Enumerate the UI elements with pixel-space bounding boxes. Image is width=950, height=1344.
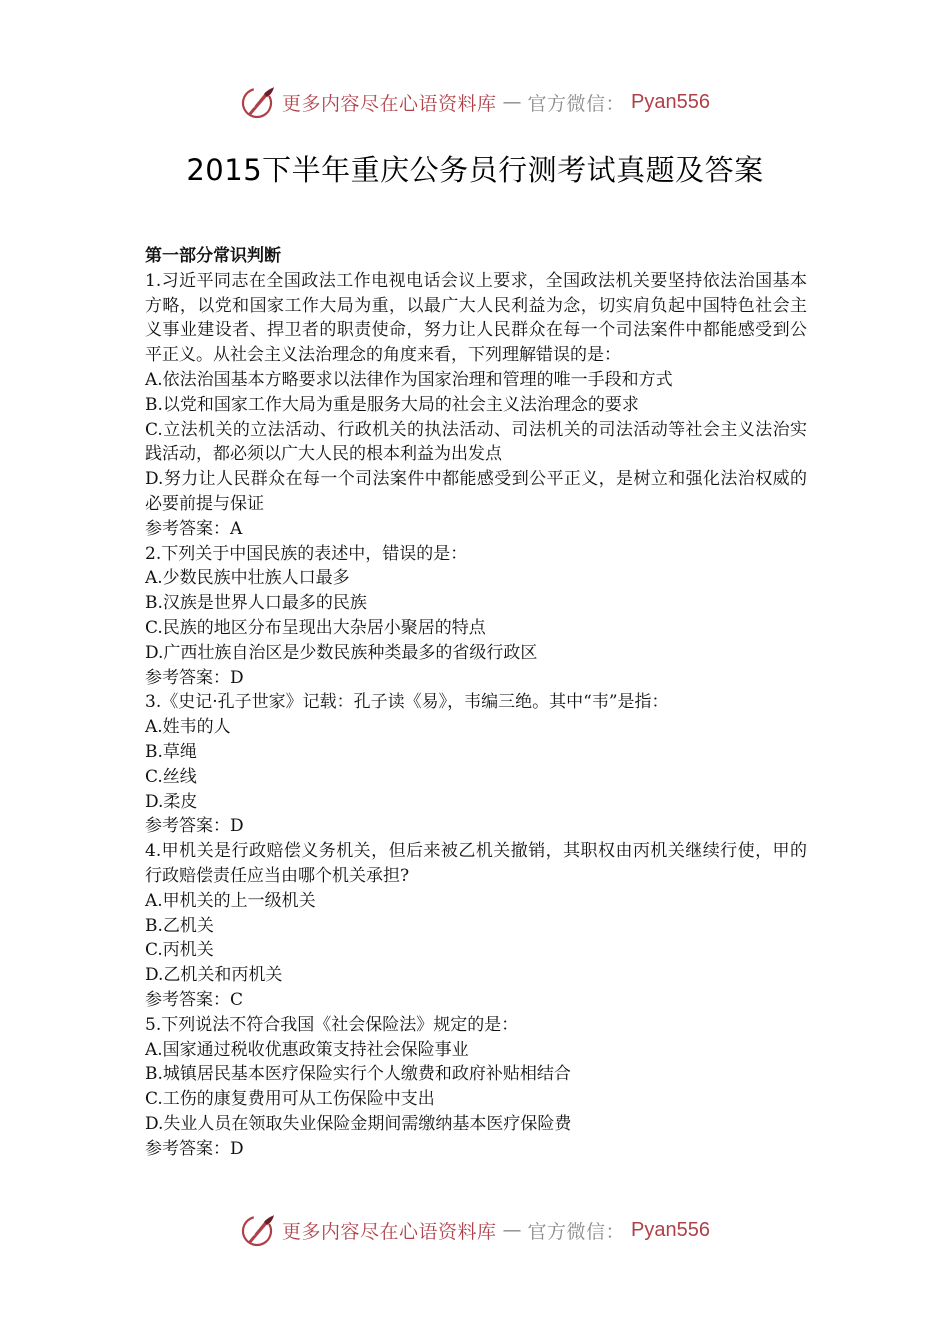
content-line: B.草绳 xyxy=(145,741,197,762)
question-list xyxy=(145,269,807,1162)
content-line: B.汉族是世界人口最多的民族 xyxy=(145,593,367,614)
header-watermark-banner xyxy=(0,82,950,122)
banner-dash: — xyxy=(502,1219,522,1241)
content-line: 5.下列说法不符合我国《社会保险法》规定的是： xyxy=(145,1014,519,1035)
content-line: C.丝线 xyxy=(145,766,197,787)
content-line: A.依法治国基本方略要求以法律作为国家治理和管理的唯一手段和方式 xyxy=(145,369,673,390)
content-line: D.失业人员在领取失业保险金期间需缴纳基本医疗保险费 xyxy=(145,1113,572,1134)
answer-line: 参考答案：A xyxy=(145,518,243,539)
content-line: C.丙机关 xyxy=(145,940,214,961)
answer-line: 参考答案：C xyxy=(145,989,244,1010)
banner-official-label: 官方微信： xyxy=(527,1220,626,1243)
content-line: A.姓韦的人 xyxy=(145,717,231,738)
answer-line: 参考答案：D xyxy=(145,667,244,688)
content-line: A.少数民族中壮族人口最多 xyxy=(145,568,350,589)
content-line: B.以党和国家工作大局为重是服务大局的社会主义法治理念的要求 xyxy=(145,394,639,415)
content-line: D.努力让人民群众在每一个司法案件中都能感受到公平正义，是树立和强化法治权威的必要前提与保证 xyxy=(145,469,807,514)
content-line: B.乙机关 xyxy=(145,915,214,936)
section-heading: 第一部分常识判断 xyxy=(145,246,281,266)
banner-dash: — xyxy=(502,91,522,113)
document-title: 2015下半年重庆公务员行测考试真题及答案 xyxy=(186,153,764,187)
banner-wechat-id: Pyan556 xyxy=(631,90,710,113)
content-line: 2.下列关于中国民族的表述中，错误的是： xyxy=(145,543,468,564)
content-line: D.柔皮 xyxy=(145,791,198,812)
content-line: C.立法机关的立法活动、行政机关的执法活动、司法机关的司法活动等社会主义法治实践活动，都必须以广大人民的根本利益为出发点 xyxy=(145,419,807,465)
answer-line: 参考答案：D xyxy=(145,816,244,837)
document-body xyxy=(145,244,807,1161)
banner-site-text: 更多内容尽在心语资料库 xyxy=(282,92,497,115)
content-line: C.工伤的康复费用可从工伤保险中支出 xyxy=(145,1089,435,1110)
content-line: 1.习近平同志在全国政法工作电视电话会议上要求，全国政法机关要坚持依法治国基本方略，以党和国家工作大局为重，以最广大人民利益为念，切实肩负起中国特色社会主义事业建设者、捍卫者的职责使命，努力让人民群众在每一个司法案件中都能感受到公平正义。从社会主义法治理念的角度来看，下列理解错误的是： xyxy=(145,270,807,366)
content-line: 4.甲机关是行政赔偿义务机关，但后来被乙机关撤销，其职权由丙机关继续行使，甲的行政赔偿责任应当由哪个机关承担? xyxy=(145,841,807,886)
content-line: D.广西壮族自治区是少数民族种类最多的省级行政区 xyxy=(145,642,538,663)
banner-official-label: 官方微信： xyxy=(527,92,626,115)
banner-wechat-id: Pyan556 xyxy=(631,1218,710,1241)
content-line: D.乙机关和丙机关 xyxy=(145,965,283,986)
banner-site-text: 更多内容尽在心语资料库 xyxy=(282,1220,497,1243)
content-line: C.民族的地区分布呈现出大杂居小聚居的特点 xyxy=(145,617,486,638)
content-line: A.国家通过税收优惠政策支持社会保险事业 xyxy=(145,1039,469,1060)
footer-watermark-banner xyxy=(0,1210,950,1250)
answer-line: 参考答案：D xyxy=(145,1138,244,1159)
content-line: A.甲机关的上一级机关 xyxy=(145,890,316,911)
content-line: 3.《史记·孔子世家》记载：孔子读《易》，韦编三绝。其中“韦”是指： xyxy=(145,692,669,713)
content-line: B.城镇居民基本医疗保险实行个人缴费和政府补贴相结合 xyxy=(145,1064,571,1085)
quill-logo-icon xyxy=(240,84,276,120)
quill-logo-icon xyxy=(240,1212,276,1248)
